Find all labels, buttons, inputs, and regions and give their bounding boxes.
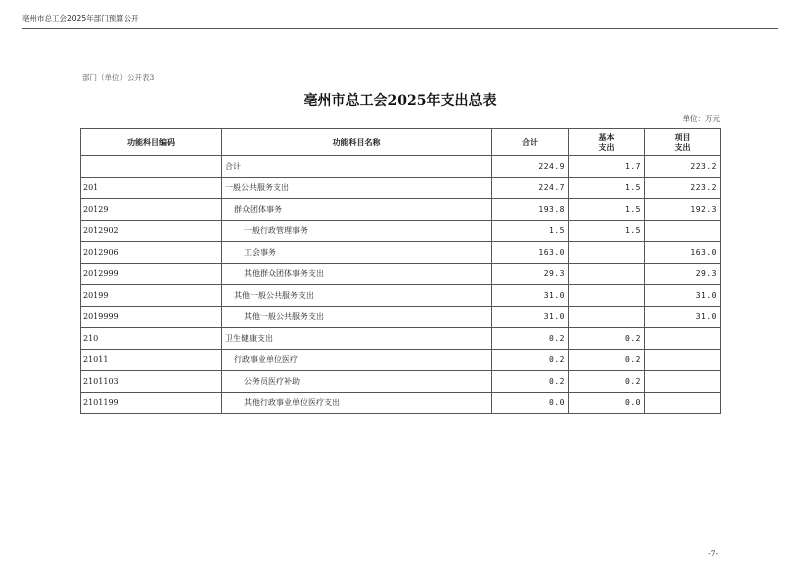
- cell-basic: 0.2: [569, 349, 645, 371]
- cell-code: 2019999: [81, 306, 222, 328]
- cell-code: 2012999: [81, 263, 222, 285]
- cell-basic: 1.7: [569, 156, 645, 178]
- cell-project: 31.0: [645, 306, 721, 328]
- cell-basic: [569, 285, 645, 307]
- table-row: [81, 371, 721, 393]
- cell-name: 其他行政事业单位医疗支出: [222, 392, 492, 414]
- header-rule: [22, 28, 778, 29]
- cell-total: 193.8: [492, 199, 569, 221]
- cell-code: 2101103: [81, 371, 222, 393]
- table-row: [81, 349, 721, 371]
- cell-code: [81, 156, 222, 178]
- table-row: [81, 199, 721, 221]
- cell-code: 201: [81, 177, 222, 199]
- cell-name: 公务员医疗补助: [222, 371, 492, 393]
- table-header-row: [81, 129, 721, 156]
- cell-total: 0.0: [492, 392, 569, 414]
- cell-project: [645, 328, 721, 350]
- cell-name: 一般公共服务支出: [222, 177, 492, 199]
- col-header-name: 功能科目名称: [222, 129, 492, 156]
- cell-code: 21011: [81, 349, 222, 371]
- cell-basic: 1.5: [569, 199, 645, 221]
- page-header: 亳州市总工会2025年部门预算公开: [22, 14, 139, 23]
- cell-total: 0.2: [492, 328, 569, 350]
- col-header-project-line1: 项目: [674, 132, 691, 142]
- cell-code: 2012906: [81, 242, 222, 264]
- cell-name: 群众团体事务: [222, 199, 492, 221]
- cell-basic: 0.0: [569, 392, 645, 414]
- cell-project: 31.0: [645, 285, 721, 307]
- col-header-project: [645, 129, 721, 156]
- cell-basic: 0.2: [569, 371, 645, 393]
- cell-basic: [569, 263, 645, 285]
- cell-code: 2012902: [81, 220, 222, 242]
- cell-total: 224.7: [492, 177, 569, 199]
- cell-name: 卫生健康支出: [222, 328, 492, 350]
- table-row: [81, 306, 721, 328]
- cell-total: 224.9: [492, 156, 569, 178]
- cell-total: 163.0: [492, 242, 569, 264]
- cell-basic: 0.2: [569, 328, 645, 350]
- cell-code: 20199: [81, 285, 222, 307]
- cell-project: [645, 349, 721, 371]
- page-number: -7-: [708, 549, 718, 558]
- document-title: 亳州市总工会2025年支出总表: [303, 93, 497, 109]
- col-header-code: 功能科目编码: [81, 129, 222, 156]
- cell-total: 29.3: [492, 263, 569, 285]
- cell-code: 210: [81, 328, 222, 350]
- cell-basic: 1.5: [569, 220, 645, 242]
- cell-project: 223.2: [645, 177, 721, 199]
- table-row: [81, 177, 721, 199]
- table-row: [81, 285, 721, 307]
- cell-code: 20129: [81, 199, 222, 221]
- col-header-total: 合计: [492, 129, 569, 156]
- cell-name: 工会事务: [222, 242, 492, 264]
- cell-name: 其他群众团体事务支出: [222, 263, 492, 285]
- cell-basic: [569, 242, 645, 264]
- cell-total: 1.5: [492, 220, 569, 242]
- cell-total: 0.2: [492, 371, 569, 393]
- table-row: [81, 220, 721, 242]
- cell-project: 163.0: [645, 242, 721, 264]
- cell-name: 合计: [222, 156, 492, 178]
- table-row: [81, 156, 721, 178]
- cell-total: 31.0: [492, 285, 569, 307]
- cell-code: 2101199: [81, 392, 222, 414]
- cell-name: 一般行政管理事务: [222, 220, 492, 242]
- cell-project: [645, 220, 721, 242]
- cell-project: [645, 371, 721, 393]
- table-tag: 部门（单位）公开表3: [82, 73, 155, 82]
- cell-total: 0.2: [492, 349, 569, 371]
- cell-project: 223.2: [645, 156, 721, 178]
- cell-basic: 1.5: [569, 177, 645, 199]
- expenditure-table: [80, 128, 721, 414]
- cell-project: [645, 392, 721, 414]
- col-header-project-line2: 支出: [674, 142, 691, 152]
- col-header-basic: [569, 129, 645, 156]
- cell-basic: [569, 306, 645, 328]
- cell-project: 29.3: [645, 263, 721, 285]
- unit-label: 单位：万元: [682, 114, 720, 123]
- table-row: [81, 328, 721, 350]
- table-row: [81, 263, 721, 285]
- col-header-basic-line2: 支出: [598, 142, 615, 152]
- table-row: [81, 392, 721, 414]
- col-header-basic-line1: 基本: [598, 132, 615, 142]
- cell-total: 31.0: [492, 306, 569, 328]
- cell-name: 行政事业单位医疗: [222, 349, 492, 371]
- cell-project: 192.3: [645, 199, 721, 221]
- table-row: [81, 242, 721, 264]
- cell-name: 其他一般公共服务支出: [222, 285, 492, 307]
- cell-name: 其他一般公共服务支出: [222, 306, 492, 328]
